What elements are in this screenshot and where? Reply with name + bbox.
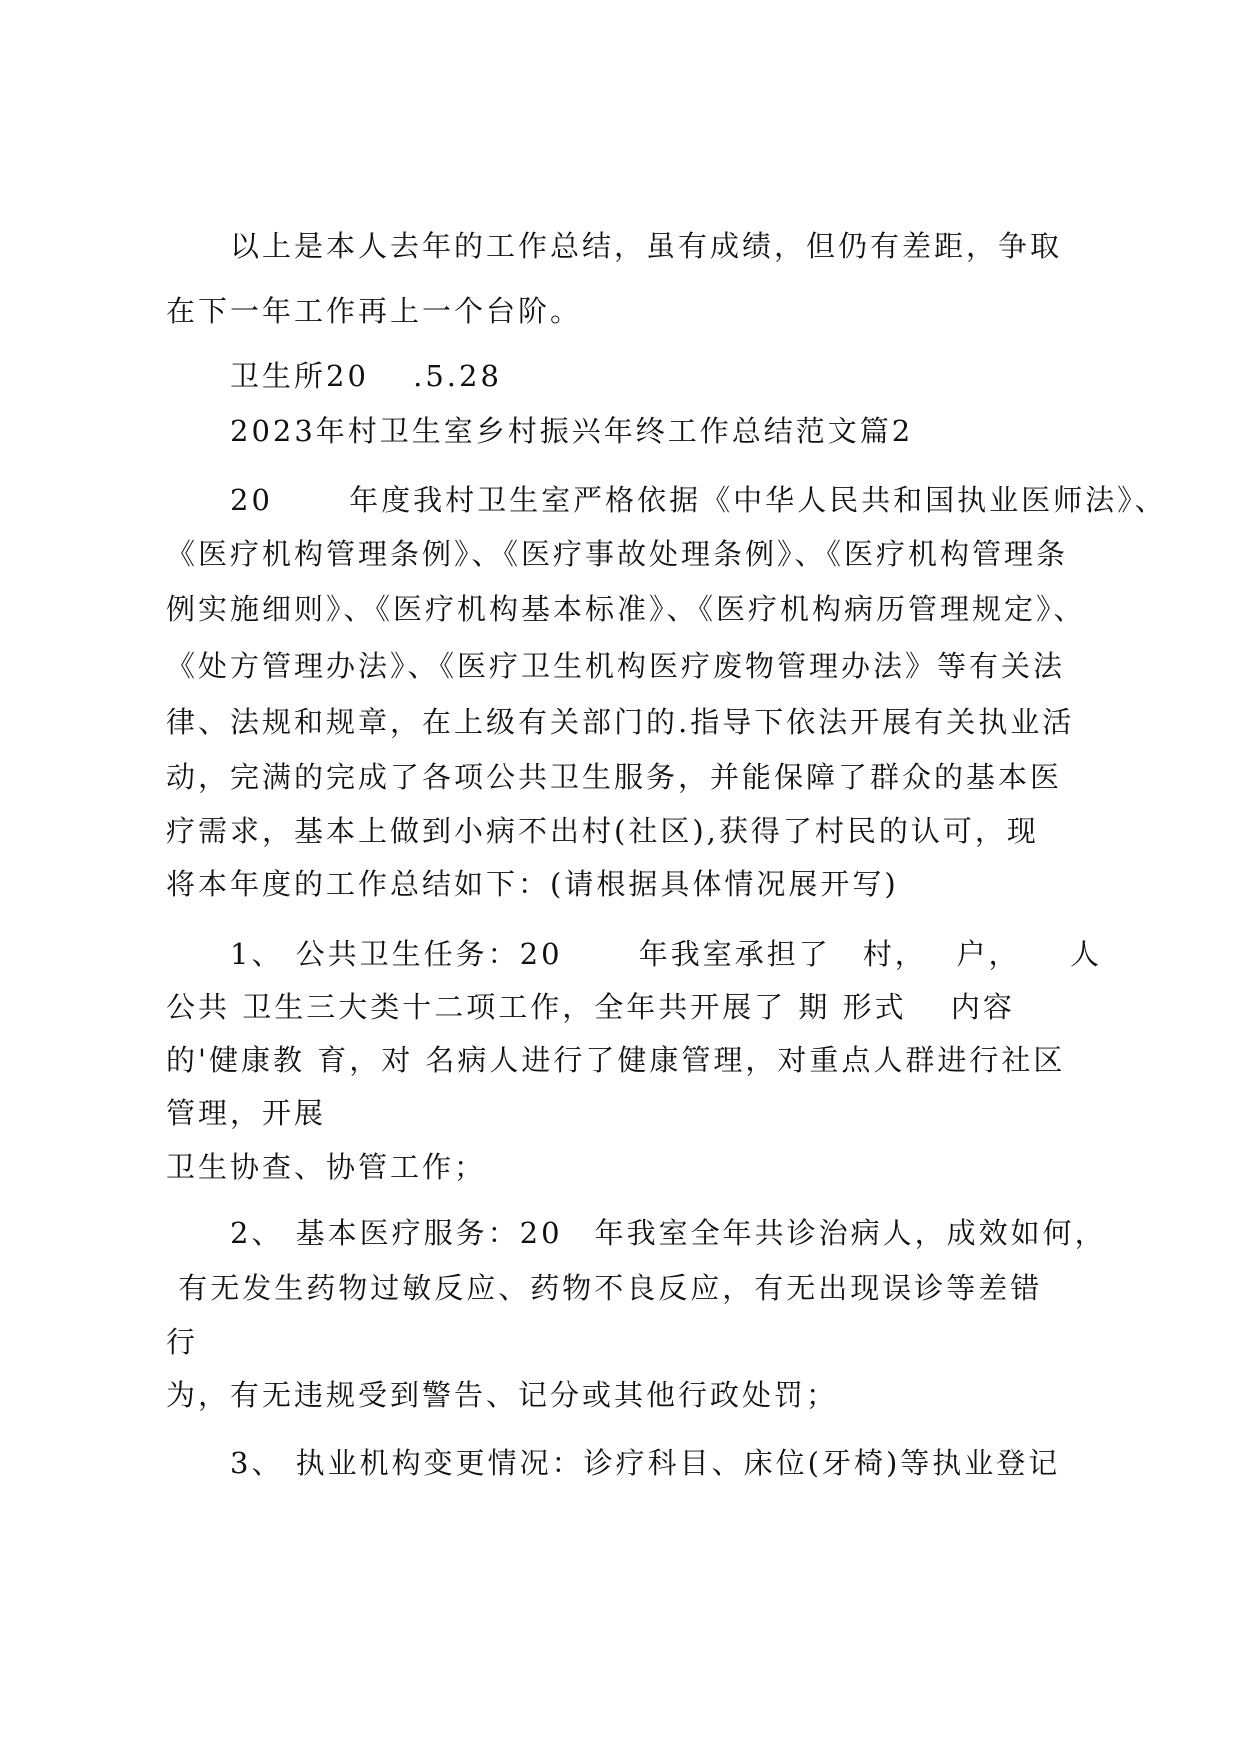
text-line: 例实施细则》、《医疗机构基本标准》、《医疗机构病历管理规定》、 xyxy=(166,592,1086,626)
section-title: 2023年村卫生室乡村振兴年终工作总结范文篇2 xyxy=(230,414,914,448)
text-line: 《处方管理办法》、《医疗卫生机构医疗废物管理办法》等有关法 xyxy=(166,649,1066,683)
text-line: 为，有无违规受到警告、记分或其他行政处罚； xyxy=(166,1378,839,1412)
text-line: 20 年度我村卫生室严格依据《中华人民共和国执业医师法》、 xyxy=(230,483,1167,517)
text-line: 公共 卫生三大类十二项工作，全年共开展了 期 形式 内容 xyxy=(166,990,1015,1024)
list-item-1: 1、 公共卫生任务：20 年我室承担了 村， 户， 人 xyxy=(230,937,1103,971)
text-line: 卫生协查、协管工作； xyxy=(166,1150,487,1184)
text-line: 律、法规和规章，在上级有关部门的.指导下依法开展有关执业活 xyxy=(166,705,1075,739)
text-line: 以上是本人去年的工作总结，虽有成绩，但仍有差距，争取 xyxy=(230,229,1063,263)
text-line: 疗需求，基本上做到小病不出村(社区),获得了村民的认可，现 xyxy=(166,814,1039,848)
text-line: 行 xyxy=(166,1325,199,1359)
text-line: 的'健康教 育，对 名病人进行了健康管理，对重点人群进行社区 xyxy=(166,1043,1066,1077)
text-line: 有无发生药物过敏反应、药物不良反应，有无出现误诊等差错 xyxy=(166,1271,1043,1305)
list-item-2: 2、 基本医疗服务：20 年我室全年共诊治病人，成效如何， xyxy=(230,1216,1107,1250)
text-line: 将本年度的工作总结如下：(请根据具体情况展开写) xyxy=(166,867,899,901)
text-line: 动，完满的完成了各项公共卫生服务，并能保障了群众的基本医 xyxy=(166,760,1063,794)
list-item-3: 3、 执业机构变更情况：诊疗科目、床位(牙椅)等执业登记 xyxy=(230,1446,1061,1480)
text-line: 管理，开展 xyxy=(166,1096,327,1130)
text-line: 在下一年工作再上一个台阶。 xyxy=(166,294,583,328)
signature-line: 卫生所20 .5.28 xyxy=(230,359,502,393)
text-line: 《医疗机构管理条例》、《医疗事故处理条例》、《医疗机构管理条 xyxy=(166,537,1069,571)
